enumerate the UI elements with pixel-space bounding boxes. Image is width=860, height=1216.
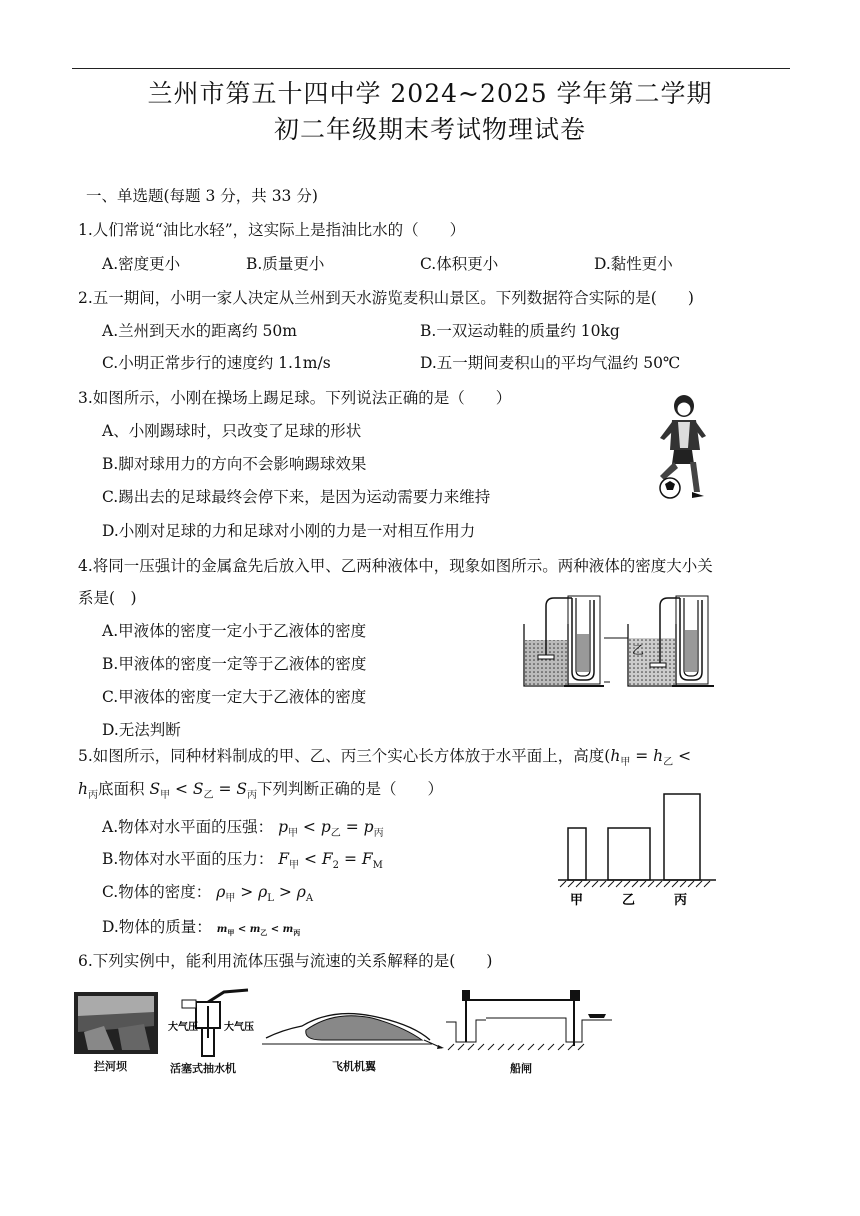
caption-ship-lock: 船闸 xyxy=(510,1062,532,1075)
dam-photo xyxy=(74,992,158,1054)
q2-option-c: C.小明正常步行的速度约 1.1m/s xyxy=(102,354,331,372)
section-heading: 一、单选题(每题 3 分，共 33 分) xyxy=(86,187,318,205)
question-2-stem: 2.五一期间，小明一家人决定从兰州到天水游览麦积山景区。下列数据符合实际的是( ) xyxy=(78,289,694,307)
q2-option-d: D.五一期间麦积山的平均气温约 50℃ xyxy=(420,354,681,372)
pressure-gauge-figure xyxy=(520,594,720,690)
top-rule xyxy=(72,68,790,69)
figure4-label-yi: 乙 xyxy=(632,643,645,657)
q5-option-b: B.物体对水平面的压力： $F_甲 < F_2 = F_M$ xyxy=(102,850,383,872)
q3-option-a: A、小刚踢球时，只改变了足球的形状 xyxy=(102,422,362,440)
question-1-stem: 1.人们常说“油比水轻”，这实际上是指油比水的（ ） xyxy=(78,221,466,239)
pump-label-left: 大气压 xyxy=(168,1022,198,1033)
q4-option-a: A.甲液体的密度一定小于乙液体的密度 xyxy=(102,622,367,640)
piston-pump-figure xyxy=(164,986,264,1058)
exam-title-line1: 兰州市第五十四中学 2024~2025 学年第二学期 xyxy=(147,79,713,108)
caption-pump: 活塞式抽水机 xyxy=(170,1062,236,1075)
question-6-stem: 6.下列实例中，能利用流体压强与流速的关系解释的是( ) xyxy=(78,952,493,970)
block-label-jia: 甲 xyxy=(570,893,584,908)
question-4-stem-line1: 4.将同一压强计的金属盒先后放入甲、乙两种液体中，现象如图所示。两种液体的密度大小关 xyxy=(78,557,713,575)
block-label-bing: 丙 xyxy=(674,893,688,908)
airplane-wing-figure xyxy=(262,1000,452,1054)
q4-option-d: D.无法判断 xyxy=(102,721,181,739)
question-5-stem-line2: $h_丙$底面积 $S_甲 < S_乙 = S_丙$下列判断正确的是（ ） xyxy=(78,780,444,802)
q3-option-d: D.小刚对足球的力和足球对小刚的力是一对相互作用力 xyxy=(102,522,476,540)
q4-option-b: B.甲液体的密度一定等于乙液体的密度 xyxy=(102,655,367,673)
q1-option-d: D.黏性更小 xyxy=(594,255,673,273)
block-label-yi: 乙 xyxy=(622,893,636,908)
q3-option-c: C.踢出去的足球最终会停下来，是因为运动需要力来维持 xyxy=(102,488,491,506)
question-5-stem-line1: 5.如图所示，同种材料制成的甲、乙、丙三个实心长方体放于水平面上，高度($h_甲 = h_乙$ < xyxy=(78,747,692,769)
q2-option-b: B.一双运动鞋的质量约 10kg xyxy=(420,322,620,340)
question-4-stem-line2: 系是( ) xyxy=(78,589,137,607)
q5-option-a: A.物体对水平面的压强： $p_甲 < p_乙 = p_丙$ xyxy=(102,818,384,840)
q1-option-c: C.体积更小 xyxy=(420,255,499,273)
ship-lock-figure xyxy=(446,986,614,1058)
soccer-player-figure xyxy=(648,392,718,508)
q4-option-c: C.甲液体的密度一定大于乙液体的密度 xyxy=(102,688,367,706)
q1-option-a: A.密度更小 xyxy=(102,255,181,273)
q2-option-a: A.兰州到天水的距离约 50m xyxy=(102,322,297,340)
blocks-figure xyxy=(556,790,722,910)
exam-title-line2: 初二年级期末考试物理试卷 xyxy=(273,115,586,144)
q3-option-b: B.脚对球用力的方向不会影响踢球效果 xyxy=(102,455,367,473)
caption-dam: 拦河坝 xyxy=(94,1060,127,1073)
caption-wing: 飞机机翼 xyxy=(332,1060,376,1073)
q5-option-c: C.物体的密度： $\rho_甲 > \rho_L > \rho_A$ xyxy=(102,883,314,905)
question-3-stem: 3.如图所示，小刚在操场上踢足球。下列说法正确的是（ ） xyxy=(78,389,512,407)
q5-option-d: D.物体的质量： $m_甲 < m_乙 < m_丙$ xyxy=(102,918,301,937)
q1-option-b: B.质量更小 xyxy=(246,255,325,273)
pump-label-right: 大气压 xyxy=(224,1022,254,1033)
